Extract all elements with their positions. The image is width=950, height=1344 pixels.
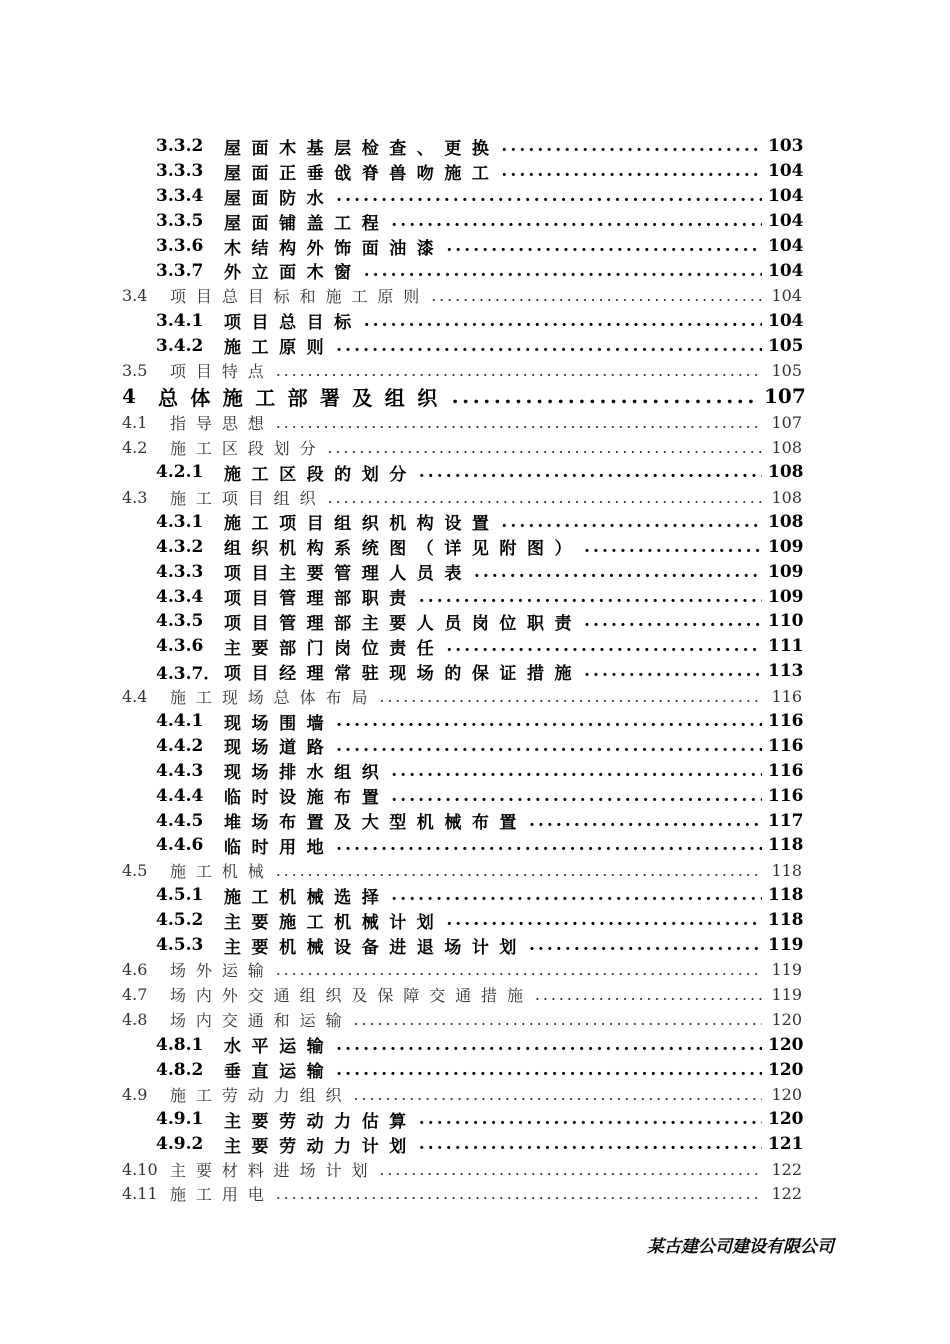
toc-leader-dots [419,1134,762,1154]
toc-entry[interactable] [122,308,802,333]
toc-entry-title: 项目经理常驻现场的保证措施 [224,663,583,684]
toc-entry-title: 屋面铺盖工程 [224,213,390,234]
toc-entry-title: 屋面防水 [224,188,335,209]
toc-entry-title: 堆场布置及大型机械布置 [224,813,527,834]
toc-leader-dots [535,985,762,1004]
toc-entry-title: 施工劳动力组织 [170,1085,352,1105]
toc-entry-title: 施工现场总体布局 [170,687,378,707]
toc-entry-page: 104 [768,211,804,232]
toc-entry-page: 105 [771,360,802,380]
toc-entry-title: 临时用地 [224,838,335,858]
toc-entry-number: 4.4.6 [156,835,204,856]
toc-leader-dots [501,512,762,532]
toc-entry[interactable] [122,333,802,358]
toc-leader-dots [419,462,762,482]
toc-entry[interactable] [122,783,802,808]
toc-leader-dots [419,1109,762,1129]
toc-entry-page: 104 [768,161,804,182]
toc-leader-dots [501,161,762,181]
toc-entry[interactable] [122,684,802,709]
toc-entry-number: 3.3.4 [156,186,204,207]
toc-entry-page: 120 [768,1109,804,1130]
toc-entry-number: 4.1 [122,412,148,432]
toc-entry-number: 3.3.3 [156,161,204,182]
toc-entry[interactable] [122,134,802,159]
toc-entry-title: 屋面正垂戗脊兽吻施工 [224,163,500,184]
toc-leader-dots [584,611,762,631]
toc-entry[interactable] [122,933,802,958]
toc-entry-page: 108 [771,437,802,457]
toc-entry-number: 4.3.2 [156,536,204,557]
toc-entry[interactable] [122,733,802,758]
toc-entry-number: 4.3.3 [156,561,204,582]
toc-leader-dots [379,1160,762,1179]
toc-entry[interactable] [122,883,802,908]
toc-entry-title: 项目管理部职责 [224,589,417,610]
toc-entry[interactable] [122,435,802,460]
toc-leader-dots [501,136,762,156]
toc-entry-page: 116 [771,686,802,706]
toc-entry-title: 现场排水组织 [224,763,390,784]
toc-entry[interactable] [122,509,802,534]
toc-entry-page: 120 [771,1084,802,1104]
toc-entry[interactable] [122,184,802,209]
toc-entry[interactable] [122,1007,802,1032]
toc-entry-page: 118 [771,860,802,880]
toc-entry-page: 120 [768,1034,804,1055]
toc-entry-title: 项目主要管理人员表 [224,564,472,585]
toc-entry-page: 104 [768,310,804,331]
toc-entry[interactable] [122,1157,802,1182]
toc-entry-page: 105 [768,335,804,356]
toc-entry-page: 119 [771,985,802,1005]
toc-entry-page: 122 [771,1159,802,1179]
toc-entry[interactable] [122,383,806,410]
toc-leader-dots [336,835,762,855]
toc-entry[interactable] [122,1032,802,1057]
toc-entry[interactable] [122,358,802,383]
toc-entry-number: 4.4.2 [156,735,204,756]
toc-leader-dots [328,488,762,507]
toc-entry-title: 施工机械选择 [224,887,390,908]
toc-entry-page: 116 [768,735,804,756]
toc-entry-number: 4.5.3 [156,935,204,956]
toc-entry-title: 施工项目组织机构设置 [224,514,500,535]
toc-entry-number: 4.2.1 [156,462,204,483]
toc-leader-dots [353,1085,762,1104]
toc-entry[interactable] [122,808,802,833]
toc-leader-dots [446,236,762,256]
toc-entry-page: 116 [768,785,804,806]
toc-entry-title: 总体施工部署及组织 [158,385,450,410]
toc-leader-dots [391,885,762,905]
toc-entry-title: 施工项目组织 [170,488,326,508]
toc-entry-page: 108 [768,462,804,483]
toc-entry-title: 施工用电 [170,1185,274,1205]
toc-entry-number: 3.4.2 [156,335,204,356]
toc-entry[interactable] [122,410,802,435]
toc-entry[interactable] [122,485,802,510]
toc-entry-title: 主要机械设备进退场计划 [224,937,527,958]
toc-leader-dots [452,384,758,408]
toc-entry-title: 场外运输 [170,961,274,981]
toc-entry-page: 113 [768,661,804,682]
toc-leader-dots [419,587,762,607]
toc-leader-dots [446,910,762,930]
toc-entry[interactable] [122,1057,802,1082]
toc-entry-number: 4.3.7． [156,663,221,684]
toc-entry[interactable] [122,1107,802,1132]
toc-entry-number: 4.9.2 [156,1134,204,1155]
toc-entry-page: 104 [768,236,804,256]
toc-entry[interactable] [122,958,802,983]
toc-entry-page: 104 [768,260,804,281]
toc-entry-title: 项目管理部主要人员岗位职责 [224,613,583,634]
toc-entry-page: 118 [768,885,804,906]
toc-entry-title: 外立面木窗 [224,263,362,284]
toc-leader-dots [353,1010,762,1029]
toc-entry-title: 主要施工机械计划 [224,912,445,933]
toc-entry-title: 主要部门岗位责任 [224,638,445,659]
toc-leader-dots [336,1035,762,1055]
toc-leader-dots [529,811,762,831]
toc-entry-title: 施工区段的划分 [224,464,417,485]
toc-entry-number: 4.9.1 [156,1109,204,1130]
toc-entry-page: 118 [768,835,804,856]
toc-entry[interactable] [122,659,802,684]
toc-entry-number: 3.3.5 [156,211,204,232]
toc-entry[interactable] [122,584,802,609]
toc-entry-number: 3.5 [122,360,148,380]
toc-entry[interactable] [122,709,802,734]
toc-entry-number: 4.4.5 [156,810,204,831]
toc-leader-dots [584,537,762,557]
toc-entry-title: 屋面木基层检查、更换 [224,138,500,159]
toc-entry-number: 4.4.4 [156,785,204,806]
toc-entry-number: 4.8 [122,1010,148,1030]
toc-leader-dots [336,736,762,756]
toc-entry-number: 4.7 [122,985,148,1005]
toc-entry[interactable] [122,858,802,883]
toc-entry-number: 4.9 [122,1084,148,1104]
toc-entry-title: 项目总目标和施工原则 [170,287,430,307]
toc-entry-number: 4.8.1 [156,1034,204,1055]
toc-entry-number: 3.4.1 [156,310,204,331]
toc-entry-page: 116 [768,711,804,732]
toc-leader-dots [446,636,762,656]
toc-entry[interactable] [122,833,802,858]
toc-entry-title: 项目总目标 [224,313,362,334]
toc-entry-page: 116 [768,760,804,781]
toc-entry-title: 施工原则 [224,338,335,359]
toc-entry-page: 120 [768,1059,804,1080]
toc-entry-page: 104 [771,286,802,306]
table-of-contents [122,134,806,1206]
toc-entry[interactable] [122,460,802,485]
toc-entry-number: 4.5.2 [156,910,204,931]
toc-entry-page: 121 [768,1134,804,1155]
toc-leader-dots [364,261,762,281]
toc-leader-dots [336,186,762,206]
toc-leader-dots [276,960,762,979]
toc-entry-number: 4.3.4 [156,586,204,607]
toc-leader-dots [391,761,762,781]
toc-entry-number: 4.8.2 [156,1059,204,1080]
toc-entry-number: 4.11 [122,1184,158,1204]
toc-entry[interactable] [122,1132,802,1157]
toc-entry-number: 4.10 [122,1159,158,1179]
toc-entry[interactable] [122,209,802,234]
toc-entry-number: 4.3.5 [156,611,204,632]
toc-entry-page: 104 [768,186,804,207]
toc-entry-title: 主要劳动力计划 [224,1136,417,1157]
toc-leader-dots [276,413,762,432]
toc-leader-dots [336,1060,762,1080]
toc-leader-dots [276,361,762,380]
toc-entry[interactable] [122,634,802,659]
toc-leader-dots [336,336,762,356]
toc-entry-page: 117 [768,810,804,831]
toc-entry-page: 120 [771,1010,802,1030]
toc-entry[interactable] [122,159,802,184]
toc-entry-page: 119 [771,960,802,980]
toc-entry-number: 3.3.7 [156,260,204,281]
toc-entry-page: 109 [768,586,804,607]
toc-entry-page: 107 [771,412,802,432]
toc-entry-title: 场内外交通组织及保障交通措施 [170,986,533,1006]
toc-entry[interactable] [122,283,802,308]
toc-entry-page: 111 [768,636,804,657]
toc-entry[interactable] [122,258,802,283]
toc-entry-title: 主要劳动力估算 [224,1111,417,1132]
toc-entry-title: 项目特点 [170,361,274,381]
toc-entry-title: 施工机械 [170,861,274,881]
toc-leader-dots [391,211,762,231]
toc-entry[interactable] [122,1082,802,1107]
toc-entry-number: 4.4.3 [156,760,204,781]
toc-leader-dots [529,935,762,955]
toc-entry-number: 4 [122,384,136,409]
toc-entry-page: 122 [771,1184,802,1204]
toc-entry-title: 现场围墙 [224,713,335,734]
toc-entry-number: 3.3.6 [156,236,204,256]
toc-leader-dots [584,661,762,681]
toc-entry-number: 4.3.1 [156,511,204,532]
toc-entry[interactable] [122,982,802,1007]
toc-leader-dots [431,286,762,305]
toc-entry[interactable] [122,559,802,584]
toc-entry-page: 119 [768,935,804,956]
toc-leader-dots [276,861,762,880]
toc-entry[interactable] [122,758,802,783]
toc-entry-number: 3.4 [122,286,148,306]
toc-entry[interactable] [122,908,802,933]
toc-entry-number: 4.6 [122,960,148,980]
toc-leader-dots [391,786,762,806]
toc-entry-title: 木结构外饰面油漆 [224,238,445,259]
toc-entry-number: 3.3.2 [156,136,204,157]
toc-entry-title: 临时设施布置 [224,788,390,809]
toc-entry-page: 110 [768,611,804,632]
toc-entry-page: 107 [764,384,806,409]
toc-entry-page: 108 [771,487,802,507]
toc-entry-page: 103 [768,136,804,157]
toc-entry-page: 109 [768,536,804,557]
toc-entry-number: 4.4 [122,686,148,706]
toc-entry-title: 主要材料进场计划 [170,1160,378,1180]
footer-company-name: 某古建公司建设有限公司 [647,1237,834,1257]
toc-entry-number: 4.2 [122,437,148,457]
toc-leader-dots [379,687,762,706]
toc-entry[interactable] [122,534,802,559]
toc-leader-dots [364,311,762,331]
toc-entry-number: 4.5.1 [156,885,204,906]
toc-leader-dots [336,711,762,731]
toc-entry-number: 4.5 [122,860,148,880]
toc-entry-title: 水平运输 [224,1037,335,1058]
toc-entry[interactable] [122,609,802,634]
toc-entry[interactable] [122,234,802,259]
toc-entry-number: 4.3.6 [156,636,204,657]
toc-leader-dots [328,438,762,457]
toc-entry[interactable] [122,1182,802,1207]
toc-entry-page: 108 [768,511,804,532]
toc-entry-title: 指导思想 [170,413,274,433]
toc-leader-dots [474,562,762,582]
toc-entry-title: 垂直运输 [224,1062,335,1083]
toc-entry-title: 组织机构系统图（详见附图） [224,539,583,560]
toc-entry-number: 4.3 [122,487,148,507]
toc-entry-number: 4.4.1 [156,711,204,732]
toc-entry-title: 场内交通和运输 [170,1011,352,1031]
toc-leader-dots [276,1184,762,1203]
toc-entry-page: 118 [768,910,804,931]
toc-entry-page: 109 [768,561,804,582]
toc-entry-title: 施工区段划分 [170,438,326,458]
toc-entry-title: 现场道路 [224,738,335,759]
